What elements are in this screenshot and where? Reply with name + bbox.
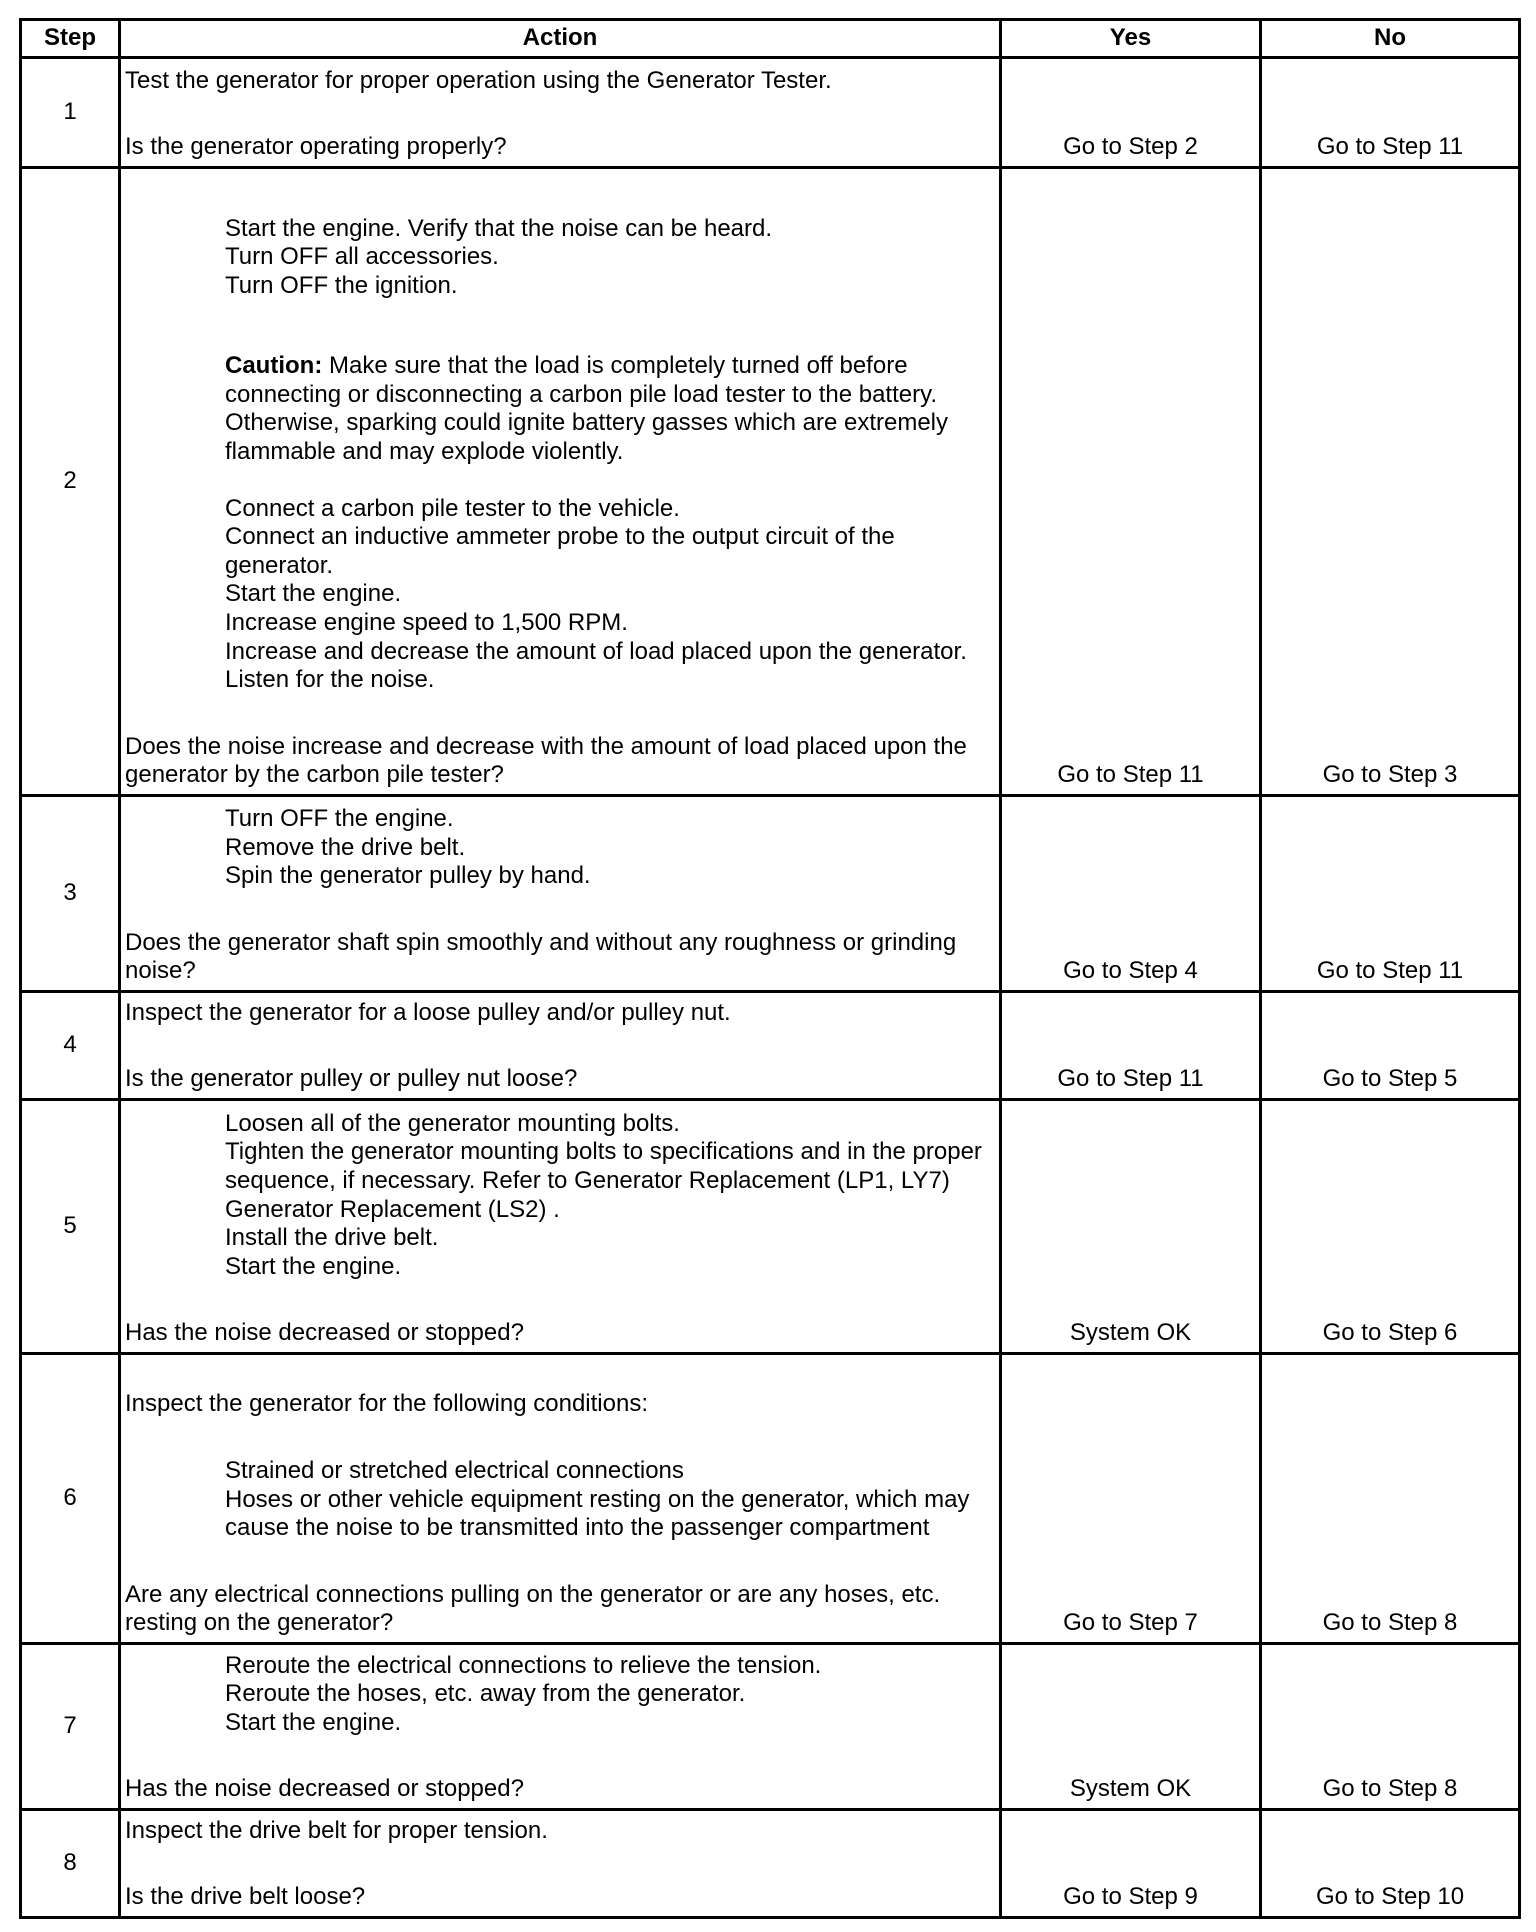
action-list [125, 1652, 995, 1738]
action-cell [120, 992, 1001, 1100]
action-cell [120, 1644, 1001, 1810]
action-intro: Inspect the drive belt for proper tension. [125, 1816, 548, 1844]
caution-note [125, 352, 995, 466]
yes-cell: Go to Step 4 [1001, 796, 1261, 992]
action-list [125, 495, 995, 695]
action-question: Is the drive belt loose? [125, 1883, 366, 1911]
list-item: Spin the generator pulley by hand. [225, 862, 591, 890]
yes-cell: Go to Step 7 [1001, 1354, 1261, 1644]
action-cell [120, 796, 1001, 992]
action-list [125, 1110, 995, 1282]
action-list [125, 215, 995, 301]
diagnostic-table [19, 18, 1521, 1919]
list-item: Start the engine. [225, 580, 402, 608]
list-item: Remove the drive belt. [225, 833, 466, 861]
action-list [125, 805, 995, 891]
list-item: Increase engine speed to 1,500 RPM. [225, 609, 628, 637]
header-row [21, 20, 1520, 58]
no-cell: Go to Step 10 [1261, 1810, 1520, 1918]
header-yes: Yes [1001, 20, 1261, 58]
step-number: 6 [21, 1354, 120, 1644]
action-question: Are any electrical connections pulling on the generator or are any hoses, etc. resting on the generator? [125, 1580, 941, 1637]
action-question: Does the noise increase and decrease with the amount of load placed upon the generator by the carbon pile tester? [125, 732, 967, 789]
action-intro: Inspect the generator for a loose pulley and/or pulley nut. [125, 998, 731, 1026]
yes-cell: System OK [1001, 1100, 1261, 1354]
list-item: Strained or stretched electrical connections [225, 1457, 684, 1485]
action-list [125, 1457, 995, 1543]
no-cell: Go to Step 11 [1261, 796, 1520, 992]
step-number: 7 [21, 1644, 120, 1810]
action-intro: Inspect the generator for the following conditions: [125, 1390, 648, 1418]
list-item: Start the engine. [225, 1252, 402, 1280]
action-question: Does the generator shaft spin smoothly and without any roughness or grinding noise? [125, 928, 957, 985]
list-item: Hoses or other vehicle equipment resting on the generator, which may cause the noise to be transmitted into the passenger compartment [225, 1485, 970, 1542]
action-cell [120, 1100, 1001, 1354]
yes-cell: Go to Step 9 [1001, 1810, 1261, 1918]
table-row [21, 168, 1520, 796]
table-row [21, 1810, 1520, 1918]
table-row [21, 796, 1520, 992]
list-item: Connect an inductive ammeter probe to the output circuit of the generator. [225, 523, 895, 579]
list-item: Turn OFF the ignition. [225, 271, 458, 299]
header-action: Action [120, 20, 1001, 58]
table-row [21, 992, 1520, 1100]
no-cell: Go to Step 11 [1261, 58, 1520, 168]
list-item: Connect a carbon pile tester to the vehicle. [225, 494, 680, 522]
no-cell: Go to Step 8 [1261, 1644, 1520, 1810]
list-item: Reroute the electrical connections to relieve the tension. [225, 1651, 822, 1679]
step-number: 4 [21, 992, 120, 1100]
list-item: Turn OFF the engine. [225, 805, 454, 833]
table-row [21, 1354, 1520, 1644]
caution-text: Make sure that the load is completely turned off before connecting or disconnecting a carbon pile load tester to the battery. Otherwise, sparking could ignite battery gasses which are extremely flammable and may explode violently. [225, 352, 948, 466]
step-number: 2 [21, 168, 120, 796]
no-cell: Go to Step 5 [1261, 992, 1520, 1100]
yes-cell: Go to Step 2 [1001, 58, 1261, 168]
step-number: 8 [21, 1810, 120, 1918]
caution-label: Caution: [225, 352, 323, 380]
yes-cell: Go to Step 11 [1001, 168, 1261, 796]
list-item: Loosen all of the generator mounting bolts. [225, 1109, 680, 1137]
step-number: 3 [21, 796, 120, 992]
table-row [21, 58, 1520, 168]
action-intro: Test the generator for proper operation using the Generator Tester. [125, 66, 832, 94]
list-item: Start the engine. [225, 1708, 402, 1736]
action-question: Is the generator operating properly? [125, 133, 507, 161]
list-item: Turn OFF all accessories. [225, 243, 499, 271]
list-item: Install the drive belt. [225, 1224, 439, 1252]
step-number: 1 [21, 58, 120, 168]
no-cell: Go to Step 3 [1261, 168, 1520, 796]
header-step: Step [21, 20, 120, 58]
table-row [21, 1100, 1520, 1354]
action-cell [120, 1810, 1001, 1918]
step-number: 5 [21, 1100, 120, 1354]
action-question: Has the noise decreased or stopped? [125, 1775, 524, 1803]
action-cell [120, 1354, 1001, 1644]
list-item: Listen for the noise. [225, 666, 435, 694]
action-cell [120, 58, 1001, 168]
yes-cell: System OK [1001, 1644, 1261, 1810]
action-question: Has the noise decreased or stopped? [125, 1319, 524, 1347]
action-question: Is the generator pulley or pulley nut loose? [125, 1065, 578, 1093]
no-cell: Go to Step 8 [1261, 1354, 1520, 1644]
header-no: No [1261, 20, 1520, 58]
list-item: Tighten the generator mounting bolts to specifications and in the proper sequence, if necessary. Refer to Generator Replacement (LP1, LY7) Generator Replacement (LS2) . [225, 1138, 982, 1223]
list-item: Increase and decrease the amount of load placed upon the generator. [225, 637, 967, 665]
no-cell: Go to Step 6 [1261, 1100, 1520, 1354]
yes-cell: Go to Step 11 [1001, 992, 1261, 1100]
list-item: Reroute the hoses, etc. away from the generator. [225, 1680, 746, 1708]
action-cell [120, 168, 1001, 796]
table-row [21, 1644, 1520, 1810]
list-item: Start the engine. Verify that the noise can be heard. [225, 214, 773, 242]
